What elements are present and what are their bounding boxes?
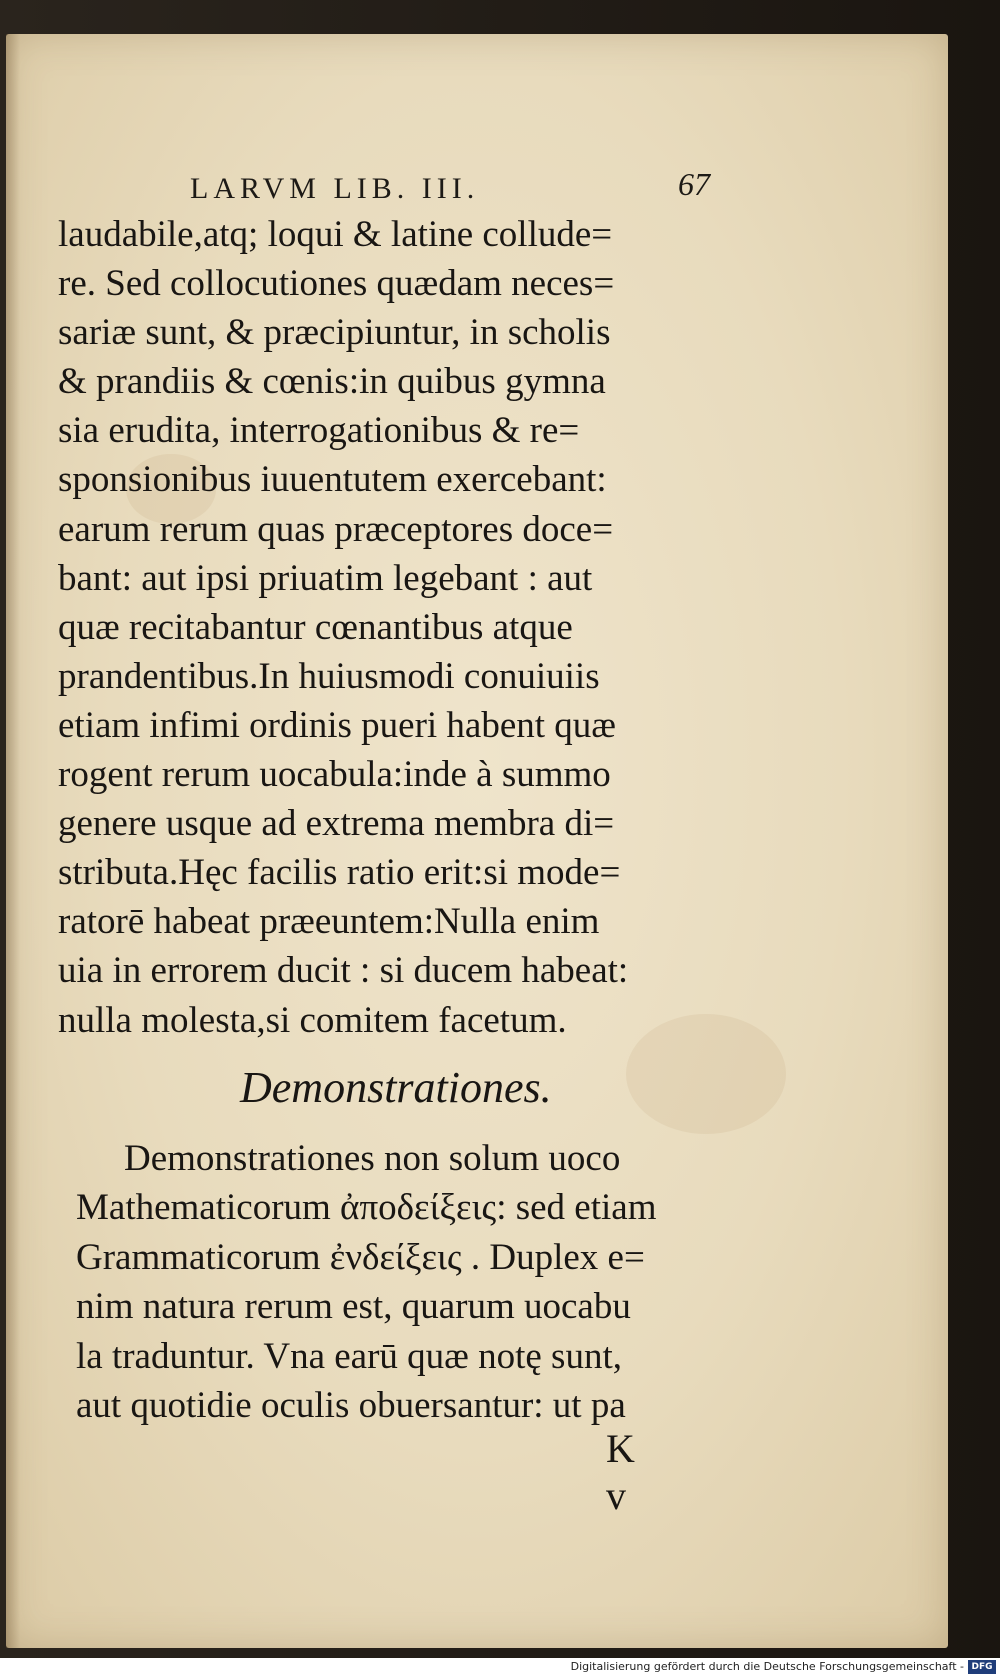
main-paragraph	[58, 210, 778, 1045]
text-line: rogent rerum uocabula:inde à summo	[58, 754, 611, 796]
text-line: ratorē habeat præeuntem:Nulla enim	[58, 901, 600, 943]
text-line: nulla molesta,si comitem facetum.	[58, 999, 567, 1041]
text-line: prandentibus.In huiusmodi conuiuiis	[58, 655, 600, 697]
running-header	[190, 166, 710, 212]
text-line: sponsionibus iuuentutem exercebant:	[58, 459, 607, 501]
signature-mark: K v	[606, 1426, 675, 1518]
text-line: stributa.Hęc facilis ratio erit:si mode=	[58, 852, 621, 894]
text-line: Grammaticorum ἐνδείξεις . Duplex e=	[76, 1236, 645, 1278]
text-line: nim natura rerum est, quarum uocabu	[76, 1286, 631, 1328]
text-line: laudabile,atq; loqui & latine collude=	[58, 214, 613, 255]
text-line: & prandiis & cœnis:in quibus gymna	[58, 361, 606, 403]
text-line: genere usque ad extrema membra di=	[58, 803, 615, 845]
text-line: bant: aut ipsi priuatim legebant : aut	[58, 557, 593, 599]
text-line: etiam infimi ordinis pueri habent quæ	[58, 704, 616, 746]
text-line: la traduntur. Vna earū quæ notę sunt,	[76, 1335, 622, 1377]
page-number: 67	[678, 166, 710, 202]
text-line: aut quotidie oculis obuersantur: ut pa	[76, 1384, 626, 1426]
text-line: re. Sed collocutiones quædam neces=	[58, 263, 615, 305]
text-line: Mathematicorum ἀποδείξεις: sed etiam	[76, 1187, 657, 1229]
text-line: Demonstrationes non solum uoco	[124, 1138, 621, 1179]
section-heading: Demonstrationes.	[240, 1063, 552, 1112]
text-line: sariæ sunt, & præcipiuntur, in scholis	[58, 312, 611, 354]
running-head-title: LARVM LIB. III.	[190, 172, 480, 205]
dfg-logo: DFG	[968, 1660, 996, 1674]
text-line: sia erudita, interrogationibus & re=	[58, 410, 580, 452]
text-line: quæ recitabantur cœnantibus atque	[58, 606, 573, 648]
text-line: uia in errorem ducit : si ducem habeat:	[58, 950, 629, 992]
section-paragraph	[76, 1134, 796, 1430]
text-line: earum rerum quas præceptores doce=	[58, 508, 614, 550]
page-gutter-shadow	[6, 34, 20, 1648]
funding-credit: Digitalisierung gefördert durch die Deutsche Forschungsgemeinschaft -	[570, 1660, 964, 1673]
